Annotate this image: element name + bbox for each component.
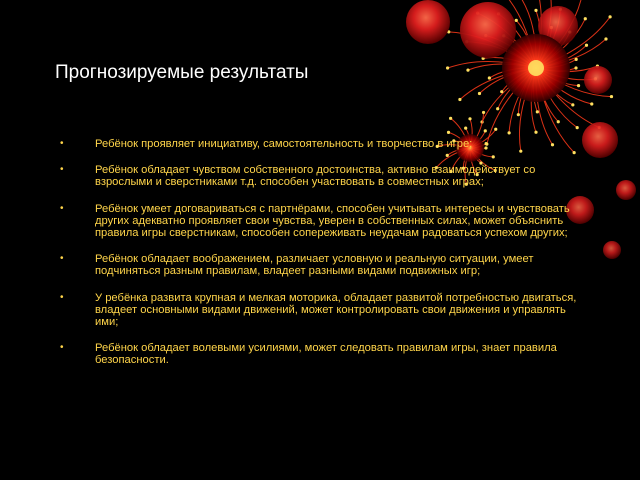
bullet-dot-icon: •: [60, 342, 64, 354]
bullet-dot-icon: •: [60, 253, 64, 265]
firework-ball: [584, 66, 612, 94]
firework-spark: [496, 107, 499, 110]
bullet-item: [60, 164, 580, 188]
bullet-list: [60, 138, 580, 381]
firework-ball: [603, 241, 621, 259]
bullet-dot-icon: •: [60, 138, 64, 149]
firework-spark: [608, 15, 611, 18]
firework-spark: [508, 131, 511, 134]
firework-spark: [488, 76, 491, 79]
firework-spark: [576, 126, 579, 129]
bullet-item: [60, 203, 580, 240]
firework-ball: [582, 122, 618, 158]
firework-spark: [446, 66, 449, 69]
firework-spark: [577, 84, 580, 87]
firework-spark: [590, 102, 593, 105]
bullet-item: [60, 138, 580, 150]
firework-spark: [585, 44, 588, 47]
firework-spark: [466, 69, 469, 72]
bullet-item: [60, 342, 580, 366]
firework-spark: [458, 98, 461, 101]
firework-spark: [571, 103, 574, 106]
firework-spark: [574, 66, 577, 69]
bullet-dot-icon: •: [60, 291, 64, 303]
firework-spark: [557, 120, 560, 123]
firework-spark: [468, 117, 471, 120]
firework-center: [528, 60, 544, 76]
firework-spark: [575, 58, 578, 61]
bullet-dot-icon: •: [60, 164, 64, 176]
bullet-item: [60, 253, 580, 277]
firework-spark: [447, 131, 450, 134]
firework-spark: [494, 128, 497, 131]
slide-title: Прогнозируемые результаты: [55, 62, 309, 83]
bullet-text: Ребёнок обладает воображением, различает условную и реальную ситуации, умеет подчиняться разным правилам, владеет разными видами подвижных игр;: [95, 253, 534, 278]
firework-spark: [604, 37, 607, 40]
firework-spark: [464, 127, 467, 130]
firework-spark: [515, 19, 518, 22]
bullet-text: Ребёнок проявляет инициативу, самостоятельность и творчество в игре;: [95, 138, 473, 150]
firework-spark: [610, 95, 613, 98]
bullet-text: Ребёнок обладает волевыми усилиями, может следовать правилам игры, знает правила безопасности.: [95, 342, 557, 367]
bullet-text: Ребёнок обладает чувством собственного достоинства, активно взаимодействует со взрослыми и сверстниками т.д. способен участвовать в совместных играх;: [95, 164, 536, 189]
firework-spark: [482, 111, 485, 114]
firework-spark: [584, 17, 587, 20]
firework-ball: [406, 0, 450, 44]
bullet-dot-icon: •: [60, 202, 64, 214]
firework-spark: [500, 90, 503, 93]
firework-spark: [534, 131, 537, 134]
firework-ball: [616, 180, 636, 200]
firework-spark: [484, 129, 487, 132]
bullet-text: Ребёнок умеет договариваться с партнёрами, способен учитывать интересы и чувствовать других адекватно проявляет свои чувства, уверен в собственных силах, может объяснить правила игры сверстникам, способен сопереживать неудачам радоваться успехом других;: [95, 202, 570, 240]
firework-spark: [449, 117, 452, 120]
firework-spark: [536, 110, 539, 113]
bullet-text: У ребёнка развита крупная и мелкая моторика, обладает развитой потребностью двигаться, владеет основными видами движений, может контролировать свои движения и управлять ими;: [95, 291, 577, 329]
firework-spark: [517, 113, 520, 116]
bullet-item: [60, 292, 580, 329]
firework-spark: [478, 92, 481, 95]
firework-spark: [534, 9, 537, 12]
